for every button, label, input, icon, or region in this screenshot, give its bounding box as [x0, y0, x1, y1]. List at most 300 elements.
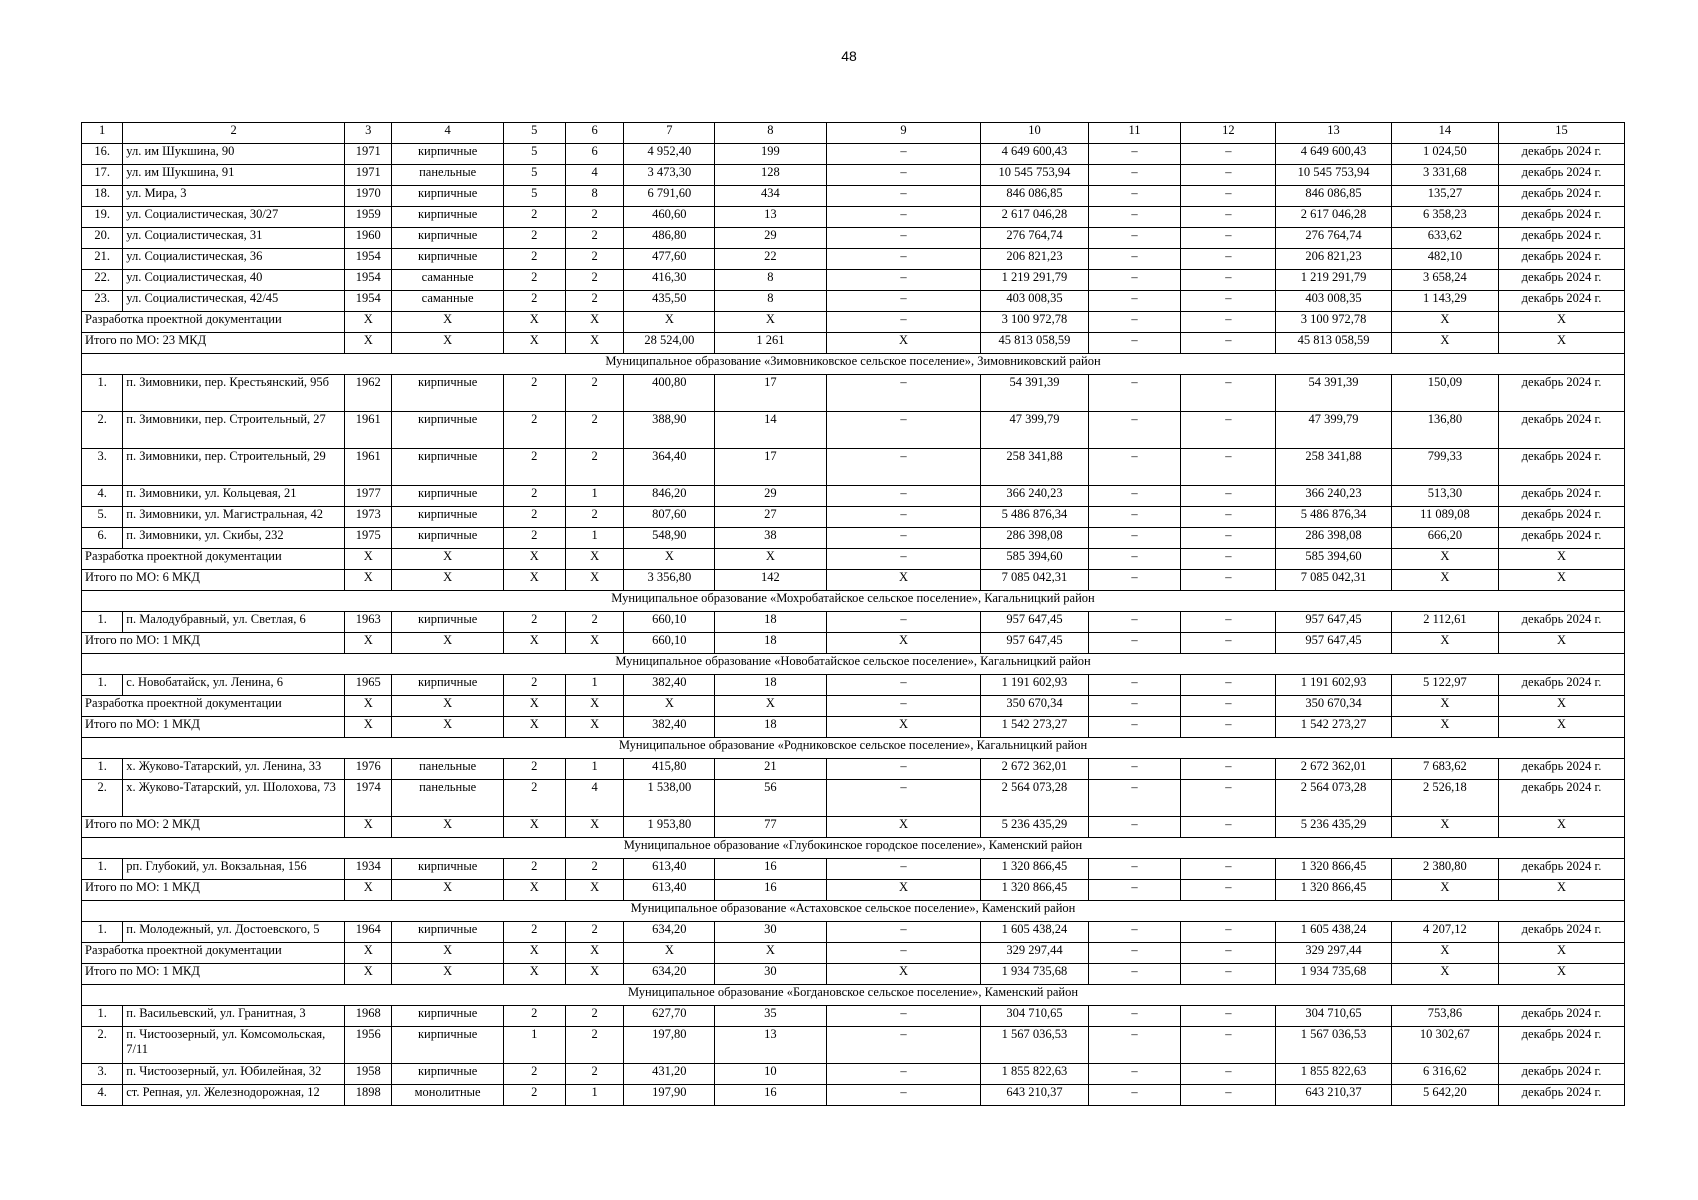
- table-cell: –: [1181, 165, 1276, 186]
- table-cell: –: [1181, 612, 1276, 633]
- table-cell: 8: [715, 270, 826, 291]
- table-cell: 366 240,23: [1276, 486, 1392, 507]
- table-cell: 1 934 735,68: [981, 964, 1088, 985]
- table-cell: 434: [715, 186, 826, 207]
- table-cell: декабрь 2024 г.: [1499, 207, 1625, 228]
- table-cell: –: [1181, 675, 1276, 696]
- table-cell: 16: [715, 1085, 826, 1106]
- column-header: 8: [715, 123, 826, 144]
- table-row: [82, 165, 1625, 186]
- table-cell: 1954: [345, 249, 392, 270]
- table-cell: 7 683,62: [1391, 759, 1498, 780]
- address-cell: х. Жуково-Татарский, ул. Ленина, 33: [123, 759, 345, 780]
- table-cell: 4 952,40: [624, 144, 715, 165]
- table-cell: 1958: [345, 1064, 392, 1085]
- table-cell: –: [1181, 633, 1276, 654]
- table-cell: 416,30: [624, 270, 715, 291]
- table-cell: X: [392, 633, 503, 654]
- table-cell: –: [1181, 228, 1276, 249]
- table-cell: –: [1181, 780, 1276, 817]
- table-cell: –: [1181, 486, 1276, 507]
- summary-label: Итого по МО: 1 МКД: [82, 964, 345, 985]
- row-number: 20.: [82, 228, 123, 249]
- row-number: 22.: [82, 270, 123, 291]
- table-cell: –: [1181, 1027, 1276, 1064]
- table-cell: X: [1499, 333, 1625, 354]
- summary-label: Разработка проектной документации: [82, 549, 345, 570]
- table-cell: 2: [565, 1027, 624, 1064]
- table-cell: X: [345, 817, 392, 838]
- summary-label: Разработка проектной документации: [82, 943, 345, 964]
- table-row: [82, 1027, 1625, 1064]
- table-cell: 415,80: [624, 759, 715, 780]
- table-row: [82, 486, 1625, 507]
- table-cell: –: [1088, 375, 1181, 412]
- table-cell: 1 024,50: [1391, 144, 1498, 165]
- table-cell: 2 672 362,01: [1276, 759, 1392, 780]
- table-cell: 1973: [345, 507, 392, 528]
- table-cell: –: [1088, 859, 1181, 880]
- table-cell: 128: [715, 165, 826, 186]
- table-row: [82, 270, 1625, 291]
- table-cell: кирпичные: [392, 207, 503, 228]
- table-cell: –: [1088, 943, 1181, 964]
- table-cell: 660,10: [624, 633, 715, 654]
- table-row: [82, 375, 1625, 412]
- table-cell: X: [392, 549, 503, 570]
- table-cell: 2: [565, 375, 624, 412]
- table-cell: 150,09: [1391, 375, 1498, 412]
- summary-row: [82, 696, 1625, 717]
- table-cell: –: [826, 1085, 981, 1106]
- table-cell: X: [1391, 696, 1498, 717]
- table-cell: декабрь 2024 г.: [1499, 270, 1625, 291]
- table-cell: 486,80: [624, 228, 715, 249]
- table-cell: 135,27: [1391, 186, 1498, 207]
- table-cell: 2: [503, 859, 565, 880]
- table-cell: –: [1181, 144, 1276, 165]
- table-cell: 2: [503, 922, 565, 943]
- table-cell: –: [1181, 312, 1276, 333]
- table-cell: 10 302,67: [1391, 1027, 1498, 1064]
- table-cell: 2: [565, 859, 624, 880]
- table-cell: –: [1088, 1085, 1181, 1106]
- row-number: 1.: [82, 759, 123, 780]
- table-cell: X: [1391, 964, 1498, 985]
- table-cell: X: [392, 312, 503, 333]
- table-cell: 660,10: [624, 612, 715, 633]
- table-cell: X: [1391, 549, 1498, 570]
- table-cell: 2: [565, 228, 624, 249]
- table-cell: X: [503, 817, 565, 838]
- table-cell: X: [565, 549, 624, 570]
- table-cell: 5: [503, 144, 565, 165]
- table-cell: 2: [503, 207, 565, 228]
- row-number: 4.: [82, 1085, 123, 1106]
- table-cell: 1 538,00: [624, 780, 715, 817]
- table-cell: 77: [715, 817, 826, 838]
- table-cell: 2: [565, 449, 624, 486]
- table-cell: X: [392, 817, 503, 838]
- table-cell: 2: [503, 759, 565, 780]
- table-cell: 29: [715, 486, 826, 507]
- summary-row: [82, 333, 1625, 354]
- table-cell: 1: [565, 1085, 624, 1106]
- table-cell: декабрь 2024 г.: [1499, 1085, 1625, 1106]
- address-cell: х. Жуково-Татарский, ул. Шолохова, 73: [123, 780, 345, 817]
- table-cell: 2: [503, 780, 565, 817]
- table-cell: 350 670,34: [981, 696, 1088, 717]
- table-cell: 6: [565, 144, 624, 165]
- table-cell: X: [1391, 570, 1498, 591]
- column-header: 12: [1181, 123, 1276, 144]
- table-cell: 957 647,45: [981, 612, 1088, 633]
- table-cell: панельные: [392, 759, 503, 780]
- table-cell: 2: [565, 249, 624, 270]
- table-cell: –: [1181, 696, 1276, 717]
- table-cell: –: [826, 922, 981, 943]
- table-cell: 329 297,44: [981, 943, 1088, 964]
- table-cell: –: [1088, 486, 1181, 507]
- table-cell: –: [1181, 759, 1276, 780]
- table-cell: 1961: [345, 412, 392, 449]
- table-cell: декабрь 2024 г.: [1499, 1027, 1625, 1064]
- row-number: 2.: [82, 1027, 123, 1064]
- table-cell: 5 122,97: [1391, 675, 1498, 696]
- table-cell: 846 086,85: [1276, 186, 1392, 207]
- table-cell: –: [1088, 333, 1181, 354]
- table-cell: 1 542 273,27: [1276, 717, 1392, 738]
- table-cell: 5: [503, 186, 565, 207]
- table-cell: –: [1088, 675, 1181, 696]
- table-cell: кирпичные: [392, 675, 503, 696]
- table-cell: X: [345, 570, 392, 591]
- table-cell: 197,80: [624, 1027, 715, 1064]
- table-cell: 3 658,24: [1391, 270, 1498, 291]
- table-cell: 2: [503, 375, 565, 412]
- table-cell: 16: [715, 880, 826, 901]
- table-cell: 1976: [345, 759, 392, 780]
- table-cell: кирпичные: [392, 412, 503, 449]
- section-header-row: [82, 738, 1625, 759]
- table-cell: –: [826, 1027, 981, 1064]
- column-header: 2: [123, 123, 345, 144]
- table-row: [82, 859, 1625, 880]
- table-cell: 13: [715, 207, 826, 228]
- table-cell: 2 617 046,28: [1276, 207, 1392, 228]
- summary-label: Итого по МО: 1 МКД: [82, 880, 345, 901]
- table-cell: 513,30: [1391, 486, 1498, 507]
- table-cell: 388,90: [624, 412, 715, 449]
- table-cell: X: [1499, 880, 1625, 901]
- table-cell: –: [1088, 144, 1181, 165]
- address-cell: ул. им Шукшина, 90: [123, 144, 345, 165]
- table-cell: X: [715, 943, 826, 964]
- table-cell: декабрь 2024 г.: [1499, 186, 1625, 207]
- table-cell: 585 394,60: [981, 549, 1088, 570]
- table-row: [82, 1006, 1625, 1027]
- table-cell: –: [826, 165, 981, 186]
- table-cell: 634,20: [624, 922, 715, 943]
- table-cell: кирпичные: [392, 186, 503, 207]
- table-cell: декабрь 2024 г.: [1499, 165, 1625, 186]
- table-cell: 2: [503, 1006, 565, 1027]
- table-cell: X: [565, 333, 624, 354]
- table-cell: 1960: [345, 228, 392, 249]
- table-cell: 1 320 866,45: [1276, 859, 1392, 880]
- section-header-row: [82, 838, 1625, 859]
- address-cell: п. Чистоозерный, ул. Юбилейная, 32: [123, 1064, 345, 1085]
- table-cell: 5: [503, 165, 565, 186]
- table-cell: 1: [565, 759, 624, 780]
- table-cell: X: [1499, 633, 1625, 654]
- table-row: [82, 675, 1625, 696]
- table-cell: 1: [565, 486, 624, 507]
- table-cell: 1 953,80: [624, 817, 715, 838]
- table-cell: –: [1088, 717, 1181, 738]
- table-cell: X: [1391, 312, 1498, 333]
- table-cell: 1 143,29: [1391, 291, 1498, 312]
- table-cell: 2: [565, 1006, 624, 1027]
- table-cell: 56: [715, 780, 826, 817]
- table-cell: 10: [715, 1064, 826, 1085]
- section-title: Муниципальное образование «Зимовниковское сельское поселение», Зимовниковский район: [82, 354, 1625, 375]
- table-cell: 1961: [345, 449, 392, 486]
- table-cell: кирпичные: [392, 249, 503, 270]
- table-cell: –: [1181, 922, 1276, 943]
- table-cell: 460,60: [624, 207, 715, 228]
- table-cell: кирпичные: [392, 1064, 503, 1085]
- table-cell: X: [345, 943, 392, 964]
- table-cell: 1 320 866,45: [981, 859, 1088, 880]
- column-header: 11: [1088, 123, 1181, 144]
- table-cell: X: [503, 549, 565, 570]
- summary-label: Разработка проектной документации: [82, 312, 345, 333]
- table-row: [82, 922, 1625, 943]
- table-cell: 1 261: [715, 333, 826, 354]
- table-cell: 2: [565, 922, 624, 943]
- table-cell: –: [1088, 270, 1181, 291]
- address-cell: п. Зимовники, пер. Строительный, 29: [123, 449, 345, 486]
- address-cell: ст. Репная, ул. Железнодорожная, 12: [123, 1085, 345, 1106]
- table-cell: –: [1088, 249, 1181, 270]
- table-cell: 7 085 042,31: [1276, 570, 1392, 591]
- table-cell: 3 100 972,78: [981, 312, 1088, 333]
- row-number: 17.: [82, 165, 123, 186]
- table-cell: 5 236 435,29: [1276, 817, 1392, 838]
- table-cell: –: [826, 1006, 981, 1027]
- table-cell: X: [1499, 696, 1625, 717]
- table-cell: 30: [715, 922, 826, 943]
- table-cell: –: [1181, 186, 1276, 207]
- table-cell: X: [392, 570, 503, 591]
- table-cell: –: [1088, 449, 1181, 486]
- table-row: [82, 412, 1625, 449]
- table-cell: X: [826, 570, 981, 591]
- table-cell: 5 642,20: [1391, 1085, 1498, 1106]
- table-cell: –: [1088, 528, 1181, 549]
- table-cell: 1975: [345, 528, 392, 549]
- column-header: 5: [503, 123, 565, 144]
- row-number: 2.: [82, 412, 123, 449]
- table-cell: 54 391,39: [981, 375, 1088, 412]
- table-cell: 1968: [345, 1006, 392, 1027]
- table-cell: –: [1088, 165, 1181, 186]
- table-cell: 350 670,34: [1276, 696, 1392, 717]
- table-cell: X: [624, 549, 715, 570]
- table-cell: X: [715, 312, 826, 333]
- table-cell: X: [565, 943, 624, 964]
- table-cell: X: [826, 964, 981, 985]
- table-cell: 482,10: [1391, 249, 1498, 270]
- table-cell: 197,90: [624, 1085, 715, 1106]
- address-cell: ул. Социалистическая, 30/27: [123, 207, 345, 228]
- table-row: [82, 759, 1625, 780]
- address-cell: ул. Социалистическая, 40: [123, 270, 345, 291]
- row-number: 1.: [82, 612, 123, 633]
- table-cell: –: [826, 312, 981, 333]
- row-number: 16.: [82, 144, 123, 165]
- table-cell: –: [1088, 880, 1181, 901]
- summary-row: [82, 717, 1625, 738]
- table-cell: X: [345, 696, 392, 717]
- table-cell: 799,33: [1391, 449, 1498, 486]
- table-cell: –: [826, 375, 981, 412]
- table-cell: –: [1181, 270, 1276, 291]
- summary-label: Итого по МО: 1 МКД: [82, 717, 345, 738]
- table-cell: 1959: [345, 207, 392, 228]
- table-cell: 22: [715, 249, 826, 270]
- table-cell: 1 855 822,63: [981, 1064, 1088, 1085]
- summary-label: Итого по МО: 6 МКД: [82, 570, 345, 591]
- table-cell: 14: [715, 412, 826, 449]
- table-cell: 1964: [345, 922, 392, 943]
- table-cell: X: [1391, 817, 1498, 838]
- table-cell: –: [826, 528, 981, 549]
- table-cell: 2 526,18: [1391, 780, 1498, 817]
- table-cell: декабрь 2024 г.: [1499, 375, 1625, 412]
- table-cell: кирпичные: [392, 228, 503, 249]
- table-cell: X: [503, 696, 565, 717]
- table-cell: X: [826, 633, 981, 654]
- table-cell: 1 219 291,79: [981, 270, 1088, 291]
- table-cell: 1965: [345, 675, 392, 696]
- table-cell: кирпичные: [392, 507, 503, 528]
- table-cell: –: [1181, 943, 1276, 964]
- address-cell: п. Молодежный, ул. Достоевского, 5: [123, 922, 345, 943]
- table-cell: –: [1181, 207, 1276, 228]
- row-number: 4.: [82, 486, 123, 507]
- table-cell: X: [345, 880, 392, 901]
- table-cell: X: [624, 312, 715, 333]
- table-cell: X: [1499, 817, 1625, 838]
- table-cell: 1 320 866,45: [981, 880, 1088, 901]
- table-cell: 2: [503, 1085, 565, 1106]
- table-cell: 2: [503, 528, 565, 549]
- table-cell: X: [565, 880, 624, 901]
- table-cell: 1: [565, 528, 624, 549]
- table-cell: 1977: [345, 486, 392, 507]
- table-cell: 2: [503, 486, 565, 507]
- address-cell: п. Зимовники, ул. Магистральная, 42: [123, 507, 345, 528]
- table-cell: 846 086,85: [981, 186, 1088, 207]
- address-cell: п. Малодубравный, ул. Светлая, 6: [123, 612, 345, 633]
- table-cell: X: [392, 880, 503, 901]
- table-cell: 1 191 602,93: [1276, 675, 1392, 696]
- table-cell: 3 356,80: [624, 570, 715, 591]
- table-cell: 27: [715, 507, 826, 528]
- table-cell: X: [1499, 943, 1625, 964]
- table-cell: декабрь 2024 г.: [1499, 612, 1625, 633]
- table-cell: 13: [715, 1027, 826, 1064]
- address-cell: рп. Глубокий, ул. Вокзальная, 156: [123, 859, 345, 880]
- table-cell: X: [624, 943, 715, 964]
- row-number: 3.: [82, 449, 123, 486]
- table-cell: –: [1088, 964, 1181, 985]
- table-cell: 364,40: [624, 449, 715, 486]
- table-cell: 2: [503, 612, 565, 633]
- table-cell: 1934: [345, 859, 392, 880]
- table-cell: 403 008,35: [1276, 291, 1392, 312]
- address-cell: п. Чистоозерный, ул. Комсомольская, 7/11: [123, 1027, 345, 1064]
- section-header-row: [82, 901, 1625, 922]
- section-header-row: [82, 354, 1625, 375]
- summary-row: [82, 633, 1625, 654]
- table-cell: 28 524,00: [624, 333, 715, 354]
- table-cell: декабрь 2024 г.: [1499, 528, 1625, 549]
- table-cell: 6 358,23: [1391, 207, 1498, 228]
- table-cell: 403 008,35: [981, 291, 1088, 312]
- table-cell: X: [826, 717, 981, 738]
- table-cell: 5 486 876,34: [981, 507, 1088, 528]
- table-cell: декабрь 2024 г.: [1499, 922, 1625, 943]
- table-cell: –: [826, 207, 981, 228]
- table-cell: X: [565, 817, 624, 838]
- table-cell: 585 394,60: [1276, 549, 1392, 570]
- table-cell: 2: [565, 207, 624, 228]
- table-cell: 304 710,65: [981, 1006, 1088, 1027]
- table-cell: X: [565, 717, 624, 738]
- table-cell: –: [1088, 759, 1181, 780]
- table-cell: X: [503, 633, 565, 654]
- table-cell: –: [826, 549, 981, 570]
- table-cell: X: [1391, 633, 1498, 654]
- table-cell: 3 473,30: [624, 165, 715, 186]
- section-header-row: [82, 591, 1625, 612]
- table-cell: кирпичные: [392, 922, 503, 943]
- header-row: [82, 123, 1625, 144]
- table-cell: 1 934 735,68: [1276, 964, 1392, 985]
- table-cell: кирпичные: [392, 144, 503, 165]
- table-cell: –: [826, 780, 981, 817]
- table-cell: X: [392, 943, 503, 964]
- table-cell: декабрь 2024 г.: [1499, 249, 1625, 270]
- table-cell: X: [1391, 333, 1498, 354]
- table-cell: 142: [715, 570, 826, 591]
- address-cell: ул. Социалистическая, 36: [123, 249, 345, 270]
- table-cell: 634,20: [624, 964, 715, 985]
- table-cell: X: [1499, 312, 1625, 333]
- table-cell: X: [392, 333, 503, 354]
- address-cell: п. Зимовники, пер. Крестьянский, 95б: [123, 375, 345, 412]
- table-cell: X: [565, 633, 624, 654]
- column-header: 3: [345, 123, 392, 144]
- table-cell: 286 398,08: [981, 528, 1088, 549]
- table-cell: 2: [503, 228, 565, 249]
- table-cell: –: [1088, 549, 1181, 570]
- table-cell: X: [345, 312, 392, 333]
- column-header: 10: [981, 123, 1088, 144]
